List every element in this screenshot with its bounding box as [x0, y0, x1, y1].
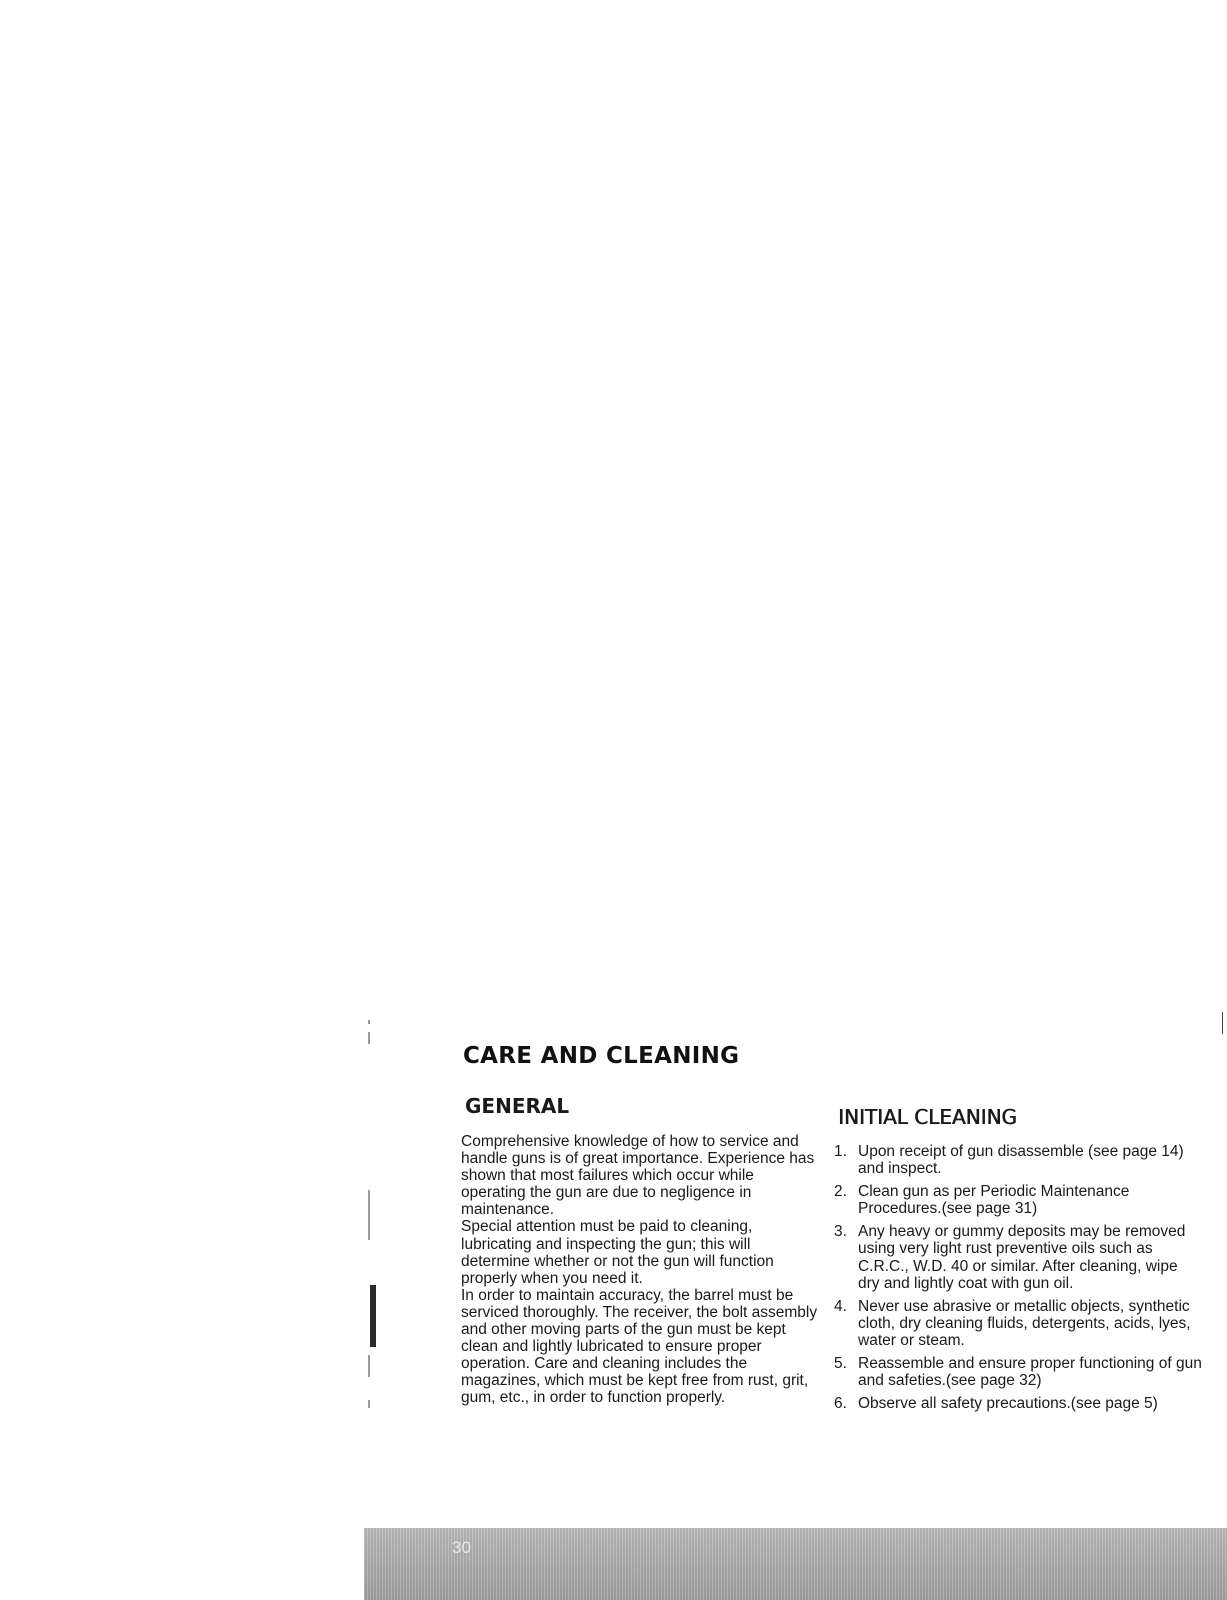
step-number: 2. — [834, 1183, 847, 1201]
scan-speck — [368, 1190, 370, 1240]
step-text: Reassemble and ensure proper functioning of gun and safeties.(see page 32) — [858, 1355, 1202, 1390]
scan-speck — [368, 1032, 370, 1044]
step-item — [834, 1183, 1202, 1217]
page-number: 30 — [452, 1538, 471, 1557]
footer-band — [364, 1528, 1227, 1600]
initial-cleaning-steps — [834, 1143, 1202, 1418]
general-paragraph: In order to maintain accuracy, the barrel must be serviced thoroughly. The receiver, the bolt assembly and other moving parts of the gun must be kept clean and lightly lubricated to ensure proper operation. Care and cleaning includes the magazines, which must be kept free from rust, grit, gum, etc., in order to function properly. — [461, 1286, 818, 1407]
scan-speck — [368, 1020, 370, 1024]
general-paragraph: Comprehensive knowledge of how to service and handle guns is of great importance. Experience has shown that most failures which occur while operating the gun are due to negligence in maintenance. — [461, 1133, 815, 1219]
step-number: 4. — [834, 1297, 847, 1315]
step-text: Any heavy or gummy deposits may be removed using very light rust preventive oils such as C.R.C., W.D. 40 or similar. After cleaning, wipe dry and lightly coat with gun oil. — [858, 1223, 1186, 1292]
step-item — [834, 1143, 1202, 1177]
scan-binding-mark — [370, 1285, 376, 1347]
step-item — [834, 1298, 1202, 1349]
initial-cleaning-heading: INITIAL CLEANING — [838, 1105, 1017, 1129]
step-number: 6. — [834, 1395, 847, 1413]
general-section-body — [461, 1133, 821, 1407]
step-number: 1. — [834, 1143, 847, 1160]
scan-artifact-marks — [360, 1020, 380, 1500]
step-item — [834, 1223, 1202, 1291]
step-item — [834, 1395, 1202, 1412]
scan-speck — [368, 1400, 370, 1408]
step-text: Observe all safety precautions.(see page 5) — [858, 1395, 1158, 1413]
page-title: CARE AND CLEANING — [463, 1043, 740, 1069]
step-text: Upon receipt of gun disassemble (see page 14) and inspect. — [858, 1143, 1184, 1178]
step-text: Clean gun as per Periodic Maintenance Procedures.(see page 31) — [858, 1183, 1130, 1218]
scan-speck — [368, 1355, 370, 1377]
step-text: Never use abrasive or metallic objects, synthetic cloth, dry cleaning fluids, detergents, acids, lyes, water or steam. — [858, 1297, 1191, 1349]
general-heading: GENERAL — [465, 1094, 570, 1118]
step-number: 5. — [834, 1355, 847, 1373]
general-paragraph: Special attention must be paid to cleaning, lubricating and inspecting the gun; this will determine whether or not the gun will function properly when you need it. — [461, 1218, 774, 1287]
step-number: 3. — [834, 1223, 847, 1241]
step-item — [834, 1355, 1202, 1389]
scan-edge-line — [1222, 1012, 1223, 1034]
